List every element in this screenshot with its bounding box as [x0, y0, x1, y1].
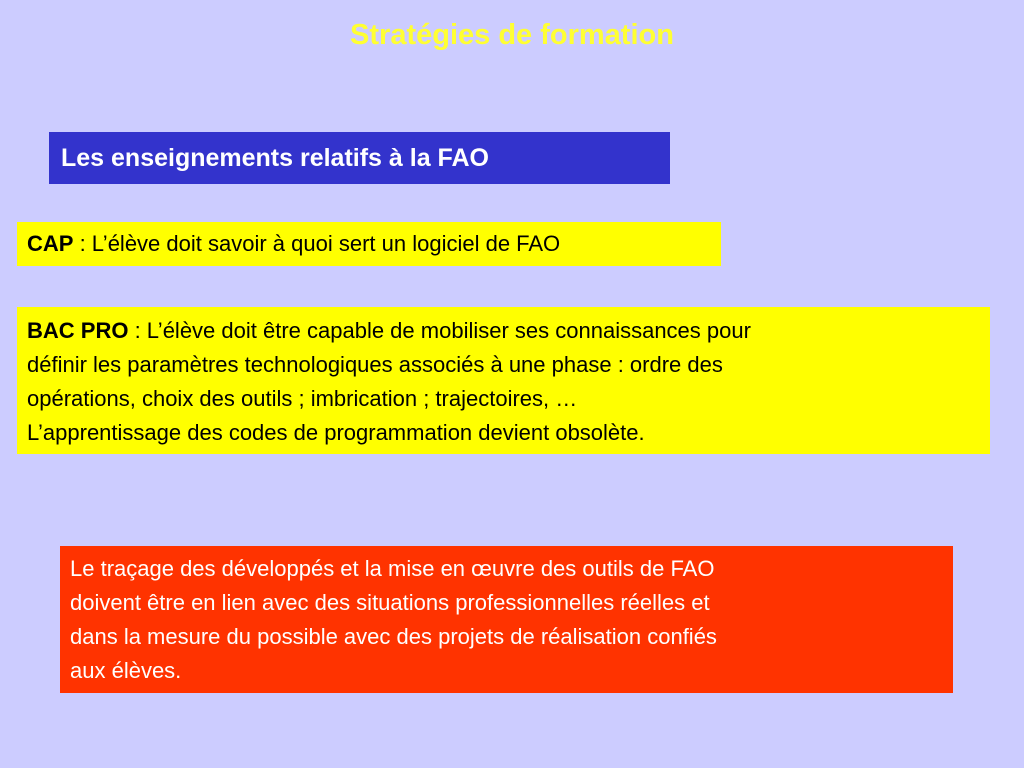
slide-title: Stratégies de formation — [350, 19, 674, 51]
cap-text: : L’élève doit savoir à quoi sert un logiciel de FAO — [73, 231, 561, 256]
cap-label: CAP — [27, 231, 74, 256]
bac-pro-line: opérations, choix des outils ; imbrication ; trajectoires, … — [27, 386, 578, 411]
section-header: Les enseignements relatifs à la FAO — [49, 132, 670, 184]
bac-pro-label: BAC PRO — [27, 318, 129, 343]
note-line: dans la mesure du possible avec des projets de réalisation confiés — [70, 624, 717, 649]
bac-pro-line — [27, 314, 980, 348]
bac-pro-line: L’apprentissage des codes de programmation devient obsolète. — [27, 420, 645, 445]
note-box — [60, 546, 953, 693]
bac-pro-line: définir les paramètres technologiques associés à une phase : ordre des — [27, 352, 723, 377]
note-line: aux élèves. — [70, 658, 182, 683]
cap-box — [17, 222, 721, 266]
bac-pro-box — [17, 307, 990, 454]
note-line: doivent être en lien avec des situations professionnelles réelles et — [70, 590, 710, 615]
bac-pro-text: : L’élève doit être capable de mobiliser ses connaissances pour — [128, 318, 751, 343]
note-line: Le traçage des développés et la mise en œuvre des outils de FAO — [70, 556, 715, 581]
